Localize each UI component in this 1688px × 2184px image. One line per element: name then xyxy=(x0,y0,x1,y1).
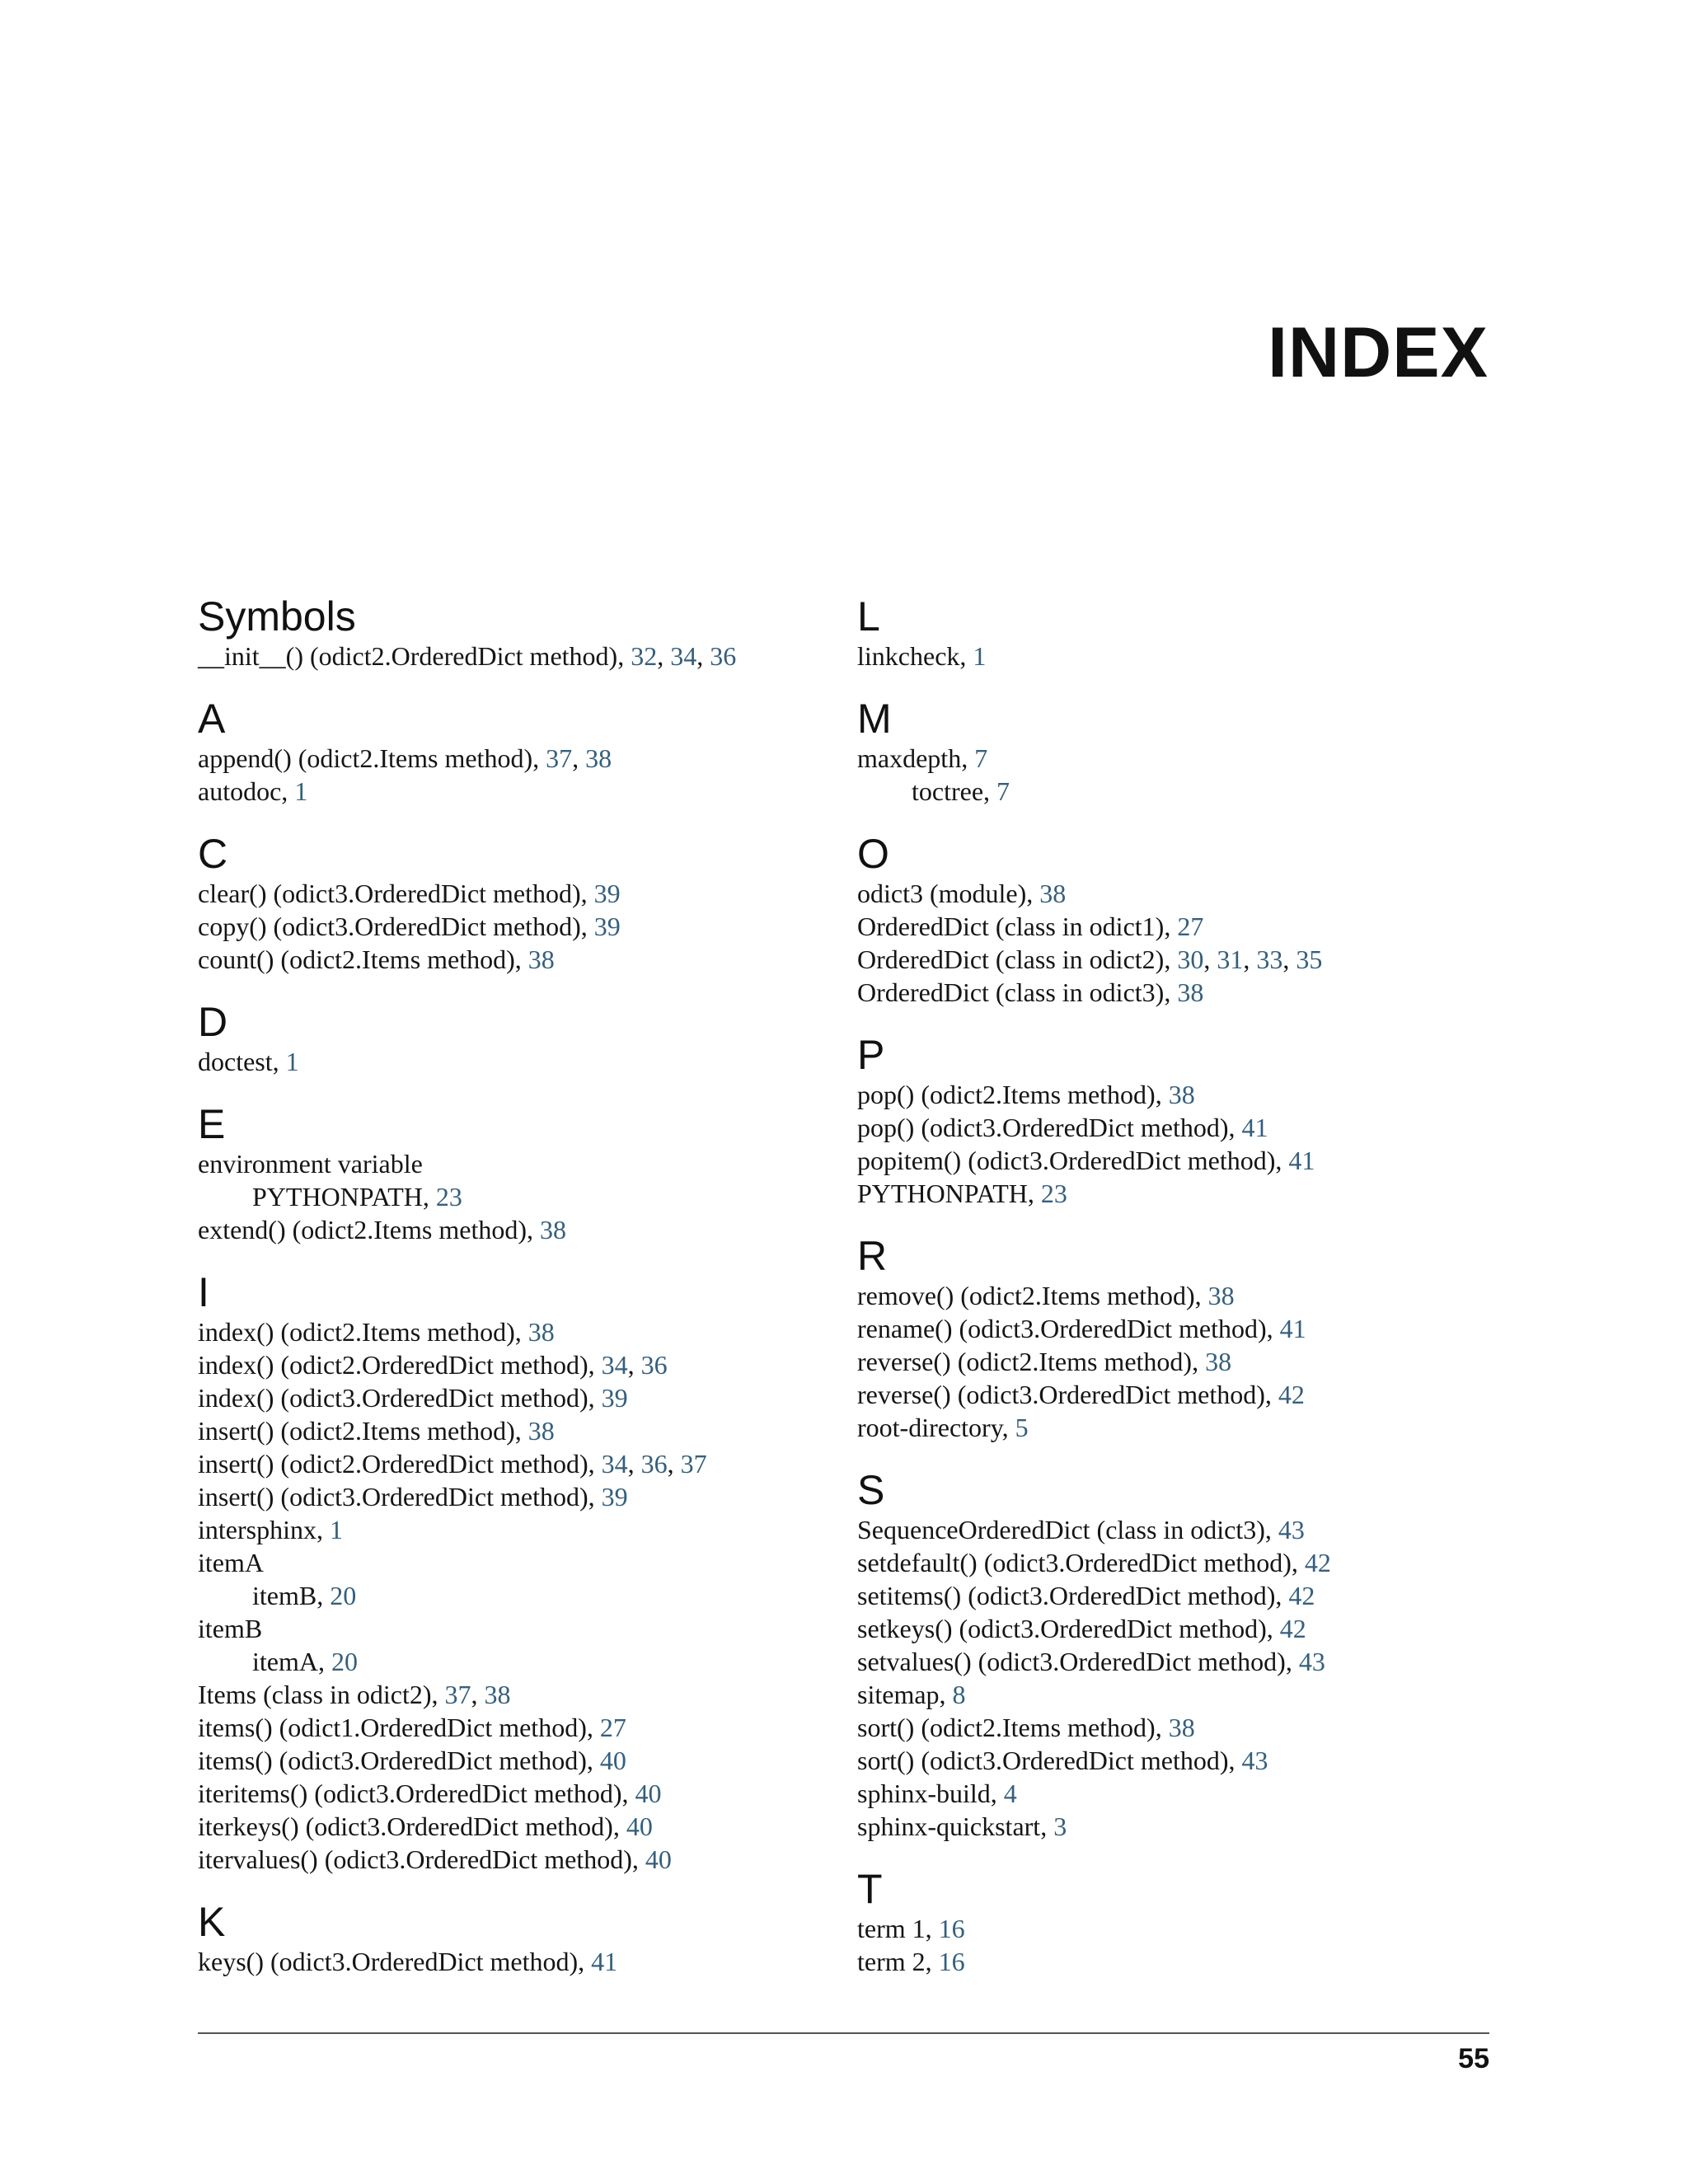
separator: , xyxy=(1155,1080,1169,1109)
index-term: root-directory xyxy=(857,1413,1002,1442)
page-ref-link[interactable]: 41 xyxy=(1241,1113,1268,1142)
index-term: insert() (odict2.OrderedDict method) xyxy=(198,1449,588,1479)
index-entry xyxy=(857,640,1484,673)
index-entry xyxy=(198,1711,841,1744)
index-term: doctest xyxy=(198,1047,273,1076)
page-ref-link[interactable]: 20 xyxy=(330,1581,357,1610)
index-entry xyxy=(198,742,841,775)
index-entry xyxy=(857,1678,1484,1711)
index-entry xyxy=(857,1579,1484,1612)
index-letter-heading: S xyxy=(857,1467,885,1513)
page-ref-link[interactable]: 38 xyxy=(528,944,555,974)
index-entry xyxy=(198,1612,841,1645)
index-letter-heading: R xyxy=(857,1233,888,1279)
page-ref-link[interactable]: 43 xyxy=(1278,1515,1305,1544)
page-ref-link[interactable]: 37 xyxy=(444,1680,471,1709)
index-term: extend() (odict2.Items method) xyxy=(198,1215,527,1244)
index-term: sphinx-build xyxy=(857,1779,991,1808)
page-ref-link[interactable]: 7 xyxy=(974,743,988,773)
index-entry-list xyxy=(198,640,841,673)
page-ref-link[interactable]: 32 xyxy=(631,641,658,671)
separator: , xyxy=(514,944,528,974)
index-term: PYTHONPATH xyxy=(252,1182,423,1212)
page-ref-link[interactable]: 37 xyxy=(680,1449,707,1479)
page-ref-link[interactable]: 39 xyxy=(601,1482,628,1511)
page-ref-link[interactable]: 27 xyxy=(1177,912,1204,941)
page-ref-link[interactable]: 42 xyxy=(1278,1380,1305,1409)
separator: , xyxy=(526,1215,540,1244)
index-entry xyxy=(857,1111,1484,1144)
index-entry-list xyxy=(198,1045,841,1078)
index-letter-heading: I xyxy=(198,1269,209,1315)
index-term: iteritems() (odict3.OrderedDict method) xyxy=(198,1779,622,1808)
index-entry-list xyxy=(198,1315,841,1876)
index-entry xyxy=(857,1513,1484,1546)
index-term: rename() (odict3.OrderedDict method) xyxy=(857,1314,1267,1343)
index-term: autodoc xyxy=(198,776,282,806)
index-term: count() (odict2.Items method) xyxy=(198,944,515,974)
index-term: items() (odict3.OrderedDict method) xyxy=(198,1746,587,1775)
separator: , xyxy=(588,1350,602,1380)
index-entry xyxy=(857,1378,1484,1411)
index-entry xyxy=(198,1513,841,1546)
separator: , xyxy=(572,743,586,773)
separator: , xyxy=(1264,1515,1278,1544)
index-column-left xyxy=(198,593,841,2001)
index-entry xyxy=(857,1810,1484,1843)
index-term: index() (odict3.OrderedDict method) xyxy=(198,1383,588,1413)
page-ref-link[interactable]: 37 xyxy=(546,743,573,773)
separator: , xyxy=(959,641,973,671)
index-entry xyxy=(857,1312,1484,1345)
page-ref-link[interactable]: 41 xyxy=(1279,1314,1306,1343)
index-entry xyxy=(857,1546,1484,1579)
index-term: SequenceOrderedDict (class in odict3) xyxy=(857,1515,1265,1544)
index-term: pop() (odict3.OrderedDict method) xyxy=(857,1113,1229,1142)
index-term: setvalues() (odict3.OrderedDict method) xyxy=(857,1647,1286,1676)
separator: , xyxy=(1228,1113,1242,1142)
separator: , xyxy=(1164,977,1178,1007)
separator: , xyxy=(621,1779,635,1808)
page-ref-link[interactable]: 38 xyxy=(585,743,612,773)
page-ref-link[interactable]: 36 xyxy=(640,1350,668,1380)
separator: , xyxy=(532,743,546,773)
index-entry-list xyxy=(198,1945,841,1978)
index-letter-heading: M xyxy=(857,696,892,742)
separator: , xyxy=(961,743,975,773)
index-entry xyxy=(198,1447,841,1480)
separator: , xyxy=(586,1746,600,1775)
index-term: OrderedDict (class in odict1) xyxy=(857,912,1165,941)
index-entry-list xyxy=(857,1078,1484,1210)
index-entry xyxy=(198,1744,841,1777)
index-term: itemA xyxy=(198,1548,264,1577)
index-entry xyxy=(857,1177,1484,1210)
index-term: clear() (odict3.OrderedDict method) xyxy=(198,879,581,908)
index-letter-heading: E xyxy=(198,1101,226,1147)
page-ref-link[interactable]: 39 xyxy=(593,912,621,941)
separator: , xyxy=(1001,1413,1015,1442)
page-ref-link[interactable]: 33 xyxy=(1256,944,1283,974)
index-letter-heading: L xyxy=(857,593,880,640)
separator: , xyxy=(316,1515,330,1544)
separator: , xyxy=(925,1914,939,1943)
page-ref-link[interactable]: 36 xyxy=(640,1449,668,1479)
index-term: itervalues() (odict3.OrderedDict method) xyxy=(198,1844,632,1874)
page-ref-link[interactable]: 20 xyxy=(331,1647,358,1676)
index-entry xyxy=(857,1711,1484,1744)
index-term: index() (odict2.OrderedDict method) xyxy=(198,1350,588,1380)
index-entry-list xyxy=(857,877,1484,1009)
index-term: pop() (odict2.Items method) xyxy=(857,1080,1156,1109)
separator: , xyxy=(1291,1548,1305,1577)
index-entry xyxy=(857,1144,1484,1177)
separator: , xyxy=(1275,1146,1289,1175)
separator: , xyxy=(925,1947,939,1976)
page-ref-link[interactable]: 38 xyxy=(1207,1281,1235,1310)
page-number: 55 xyxy=(1458,2043,1489,2074)
index-entry xyxy=(198,1810,841,1843)
index-entry-list xyxy=(198,877,841,976)
separator: , xyxy=(1282,944,1296,974)
page-ref-link[interactable]: 43 xyxy=(1241,1746,1268,1775)
index-term: append() (odict2.Items method) xyxy=(198,743,533,773)
separator: , xyxy=(580,879,594,908)
separator: , xyxy=(1243,944,1257,974)
index-term: setkeys() (odict3.OrderedDict method) xyxy=(857,1614,1267,1643)
index-entry xyxy=(857,1345,1484,1378)
index-entry xyxy=(857,1945,1484,1978)
index-entry xyxy=(857,1912,1484,1945)
page-ref-link[interactable]: 8 xyxy=(952,1680,966,1709)
index-term: sphinx-quickstart xyxy=(857,1811,1041,1841)
index-entry xyxy=(198,1381,841,1414)
separator: , xyxy=(627,1449,641,1479)
page-ref-link[interactable]: 1 xyxy=(973,641,987,671)
separator: , xyxy=(588,1383,602,1413)
index-term: toctree xyxy=(912,776,984,806)
page-ref-link[interactable]: 5 xyxy=(1015,1413,1029,1442)
page-ref-link[interactable]: 38 xyxy=(528,1416,555,1446)
index-term: OrderedDict (class in odict2) xyxy=(857,944,1165,974)
page-ref-link[interactable]: 36 xyxy=(710,641,737,671)
page-ref-link[interactable]: 27 xyxy=(599,1713,626,1742)
separator: , xyxy=(317,1647,331,1676)
index-letter-heading: A xyxy=(198,696,226,742)
index-letter-heading: D xyxy=(198,999,228,1045)
page-ref-link[interactable]: 40 xyxy=(599,1746,626,1775)
separator: , xyxy=(281,776,295,806)
separator: , xyxy=(1266,1314,1280,1343)
page-ref-link[interactable]: 40 xyxy=(626,1811,653,1841)
index-entry-list xyxy=(857,640,1484,673)
index-entry xyxy=(857,1744,1484,1777)
index-term: reverse() (odict2.Items method) xyxy=(857,1347,1193,1376)
index-term: linkcheck xyxy=(857,641,960,671)
index-term: keys() (odict3.OrderedDict method) xyxy=(198,1947,579,1976)
page-ref-link[interactable]: 43 xyxy=(1298,1647,1325,1676)
index-term: sort() (odict2.Items method) xyxy=(857,1713,1156,1742)
footer-divider xyxy=(198,2032,1489,2034)
index-term: insert() (odict3.OrderedDict method) xyxy=(198,1482,588,1511)
separator: , xyxy=(588,1449,602,1479)
index-entry xyxy=(198,1678,841,1711)
page-ref-link[interactable]: 38 xyxy=(1205,1347,1232,1376)
page-ref-link[interactable]: 38 xyxy=(1168,1713,1195,1742)
separator: , xyxy=(1266,1614,1280,1643)
page-ref-link[interactable]: 41 xyxy=(591,1947,618,1976)
index-column-right xyxy=(857,593,1484,2001)
index-entry xyxy=(857,1777,1484,1810)
index-subentry xyxy=(198,1180,841,1213)
page-title: INDEX xyxy=(1268,313,1489,392)
page-ref-link[interactable]: 1 xyxy=(294,776,308,806)
index-term: remove() (odict2.Items method) xyxy=(857,1281,1195,1310)
page-ref-link[interactable]: 38 xyxy=(528,1317,555,1347)
page-ref-link[interactable]: 42 xyxy=(1279,1614,1306,1643)
page-ref-link[interactable]: 1 xyxy=(285,1047,299,1076)
separator: , xyxy=(1164,912,1178,941)
index-entry xyxy=(198,1546,841,1579)
separator: , xyxy=(983,776,997,806)
index-subentry xyxy=(198,1645,841,1678)
separator: , xyxy=(471,1680,485,1709)
page-ref-link[interactable]: 39 xyxy=(593,879,621,908)
index-entry xyxy=(198,775,841,808)
index-term: OrderedDict (class in odict3) xyxy=(857,977,1165,1007)
index-letter-heading: O xyxy=(857,831,889,877)
index-term: itemB xyxy=(198,1614,263,1643)
index-letter-heading: P xyxy=(857,1032,885,1078)
index-entry xyxy=(857,1645,1484,1678)
separator: , xyxy=(431,1680,445,1709)
index-entry xyxy=(198,1348,841,1381)
separator: , xyxy=(631,1844,645,1874)
index-term: setitems() (odict3.OrderedDict method) xyxy=(857,1581,1276,1610)
index-letter-heading: T xyxy=(857,1866,883,1912)
page-ref-link[interactable]: 38 xyxy=(1168,1080,1195,1109)
index-term: itemA xyxy=(252,1647,318,1676)
index-term: copy() (odict3.OrderedDict method) xyxy=(198,912,581,941)
separator: , xyxy=(514,1416,528,1446)
index-entry xyxy=(198,943,841,976)
separator: , xyxy=(1194,1281,1208,1310)
index-term: environment variable xyxy=(198,1149,423,1179)
separator: , xyxy=(617,641,631,671)
page-ref-link[interactable]: 40 xyxy=(635,1779,662,1808)
separator: , xyxy=(1203,944,1217,974)
page-ref-link[interactable]: 4 xyxy=(1003,1779,1017,1808)
index-term: index() (odict2.Items method) xyxy=(198,1317,515,1347)
index-entry xyxy=(857,943,1484,976)
index-entry xyxy=(198,1843,841,1876)
index-term: __init__() (odict2.OrderedDict method) xyxy=(198,641,618,671)
index-entry xyxy=(857,877,1484,910)
index-term: odict3 (module) xyxy=(857,879,1027,908)
separator: , xyxy=(1155,1713,1169,1742)
page-ref-link[interactable]: 39 xyxy=(601,1383,628,1413)
separator: , xyxy=(1027,1179,1041,1208)
index-entry xyxy=(198,1213,841,1246)
separator: , xyxy=(1026,879,1040,908)
index-term: sitemap xyxy=(857,1680,940,1709)
separator: , xyxy=(1164,944,1178,974)
index-term: intersphinx xyxy=(198,1515,316,1544)
index-entry xyxy=(857,1279,1484,1312)
index-entry xyxy=(857,742,1484,775)
index-term: iterkeys() (odict3.OrderedDict method) xyxy=(198,1811,613,1841)
separator: , xyxy=(627,1350,641,1380)
index-subentry xyxy=(198,1579,841,1612)
page-ref-link[interactable]: 35 xyxy=(1296,944,1323,974)
index-entry xyxy=(198,1147,841,1180)
separator: , xyxy=(1192,1347,1206,1376)
index-entry xyxy=(857,976,1484,1009)
page-ref-link[interactable]: 31 xyxy=(1217,944,1244,974)
separator: , xyxy=(939,1680,953,1709)
page-ref-link[interactable]: 34 xyxy=(670,641,697,671)
index-entry-list xyxy=(198,742,841,808)
index-term: sort() (odict3.OrderedDict method) xyxy=(857,1746,1229,1775)
separator: , xyxy=(657,641,671,671)
page-ref-link[interactable]: 16 xyxy=(938,1914,965,1943)
separator: , xyxy=(1264,1380,1278,1409)
index-entry-list xyxy=(857,742,1484,808)
page-ref-link[interactable]: 42 xyxy=(1304,1548,1331,1577)
index-entry xyxy=(857,1411,1484,1444)
page-ref-link[interactable]: 42 xyxy=(1288,1581,1315,1610)
index-entry xyxy=(857,910,1484,943)
page-ref-link[interactable]: 38 xyxy=(1039,879,1067,908)
page-ref-link[interactable]: 23 xyxy=(1040,1179,1067,1208)
page-ref-link[interactable]: 40 xyxy=(645,1844,672,1874)
separator: , xyxy=(1275,1581,1289,1610)
index-entry xyxy=(198,640,841,673)
separator: , xyxy=(1228,1746,1242,1775)
index-letter-heading: K xyxy=(198,1899,226,1945)
index-term: setdefault() (odict3.OrderedDict method) xyxy=(857,1548,1292,1577)
index-entry xyxy=(198,1414,841,1447)
index-entry-list xyxy=(857,1279,1484,1444)
index-term: maxdepth xyxy=(857,743,962,773)
index-letter-heading: C xyxy=(198,831,228,877)
index-term: itemB xyxy=(252,1581,317,1610)
page-ref-link[interactable]: 30 xyxy=(1177,944,1204,974)
index-entry xyxy=(198,1480,841,1513)
index-entry xyxy=(857,1078,1484,1111)
separator: , xyxy=(990,1779,1004,1808)
page-ref-link[interactable]: 38 xyxy=(1177,977,1204,1007)
index-term: items() (odict1.OrderedDict method) xyxy=(198,1713,587,1742)
page-ref-link[interactable]: 3 xyxy=(1053,1811,1067,1841)
index-term: PYTHONPATH xyxy=(857,1179,1028,1208)
index-entry-list xyxy=(857,1912,1484,1978)
separator: , xyxy=(696,641,710,671)
separator: , xyxy=(316,1581,331,1610)
page-ref-link[interactable]: 34 xyxy=(601,1449,628,1479)
index-subentry xyxy=(857,775,1484,808)
index-entry xyxy=(857,1612,1484,1645)
index-entry-list xyxy=(198,1147,841,1246)
index-entry xyxy=(198,910,841,943)
page-ref-link[interactable]: 34 xyxy=(601,1350,628,1380)
page-ref-link[interactable]: 41 xyxy=(1288,1146,1315,1175)
separator: , xyxy=(588,1482,602,1511)
index-term: Items (class in odict2) xyxy=(198,1680,432,1709)
separator: , xyxy=(580,912,594,941)
separator: , xyxy=(272,1047,286,1076)
separator: , xyxy=(578,1947,592,1976)
index-entry xyxy=(198,877,841,910)
separator: , xyxy=(422,1182,436,1212)
page-ref-link[interactable]: 7 xyxy=(996,776,1010,806)
page-ref-link[interactable]: 38 xyxy=(484,1680,511,1709)
page-ref-link[interactable]: 38 xyxy=(539,1215,566,1244)
separator: , xyxy=(586,1713,600,1742)
index-term: popitem() (odict3.OrderedDict method) xyxy=(857,1146,1276,1175)
index-term: reverse() (odict3.OrderedDict method) xyxy=(857,1380,1265,1409)
page-ref-link[interactable]: 16 xyxy=(938,1947,965,1976)
index-term: term 2 xyxy=(857,1947,926,1976)
page-ref-link[interactable]: 1 xyxy=(329,1515,343,1544)
index-entry xyxy=(198,1945,841,1978)
index-term: term 1 xyxy=(857,1914,926,1943)
separator: , xyxy=(1040,1811,1054,1841)
index-letter-heading: Symbols xyxy=(198,593,356,640)
index-entry xyxy=(198,1315,841,1348)
page-ref-link[interactable]: 23 xyxy=(435,1182,462,1212)
index-term: insert() (odict2.Items method) xyxy=(198,1416,515,1446)
index-entry xyxy=(198,1045,841,1078)
separator: , xyxy=(514,1317,528,1347)
separator: , xyxy=(667,1449,681,1479)
separator: , xyxy=(1285,1647,1299,1676)
separator: , xyxy=(612,1811,626,1841)
index-entry xyxy=(198,1777,841,1810)
index-entry-list xyxy=(857,1513,1484,1843)
